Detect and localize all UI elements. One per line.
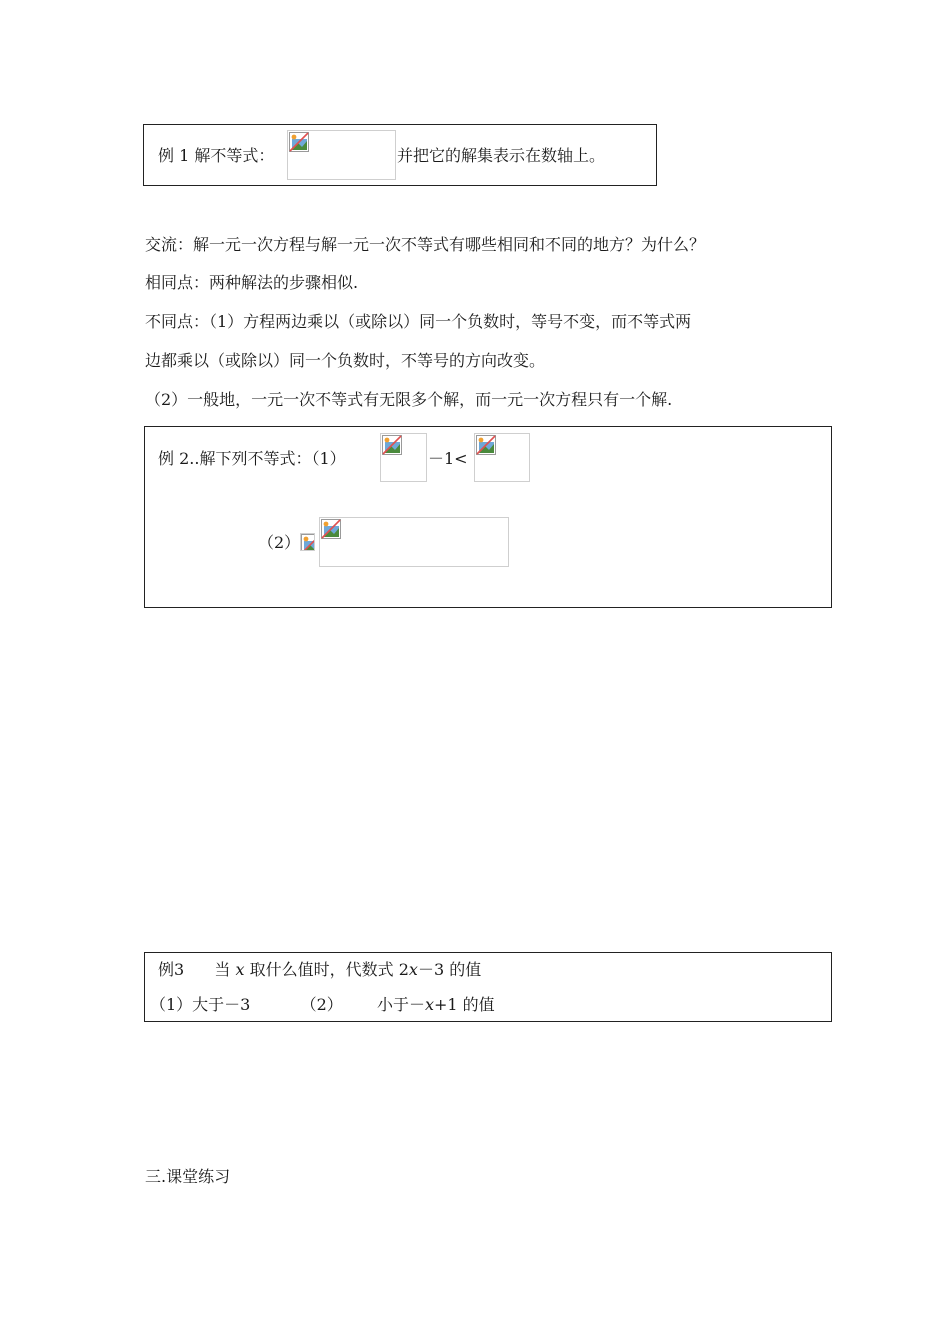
example2-formula-image-1	[380, 433, 427, 482]
broken-image-icon	[301, 534, 315, 551]
example3-parts	[150, 995, 495, 1015]
example3-question	[158, 960, 481, 980]
example3-part2-label: （2）	[300, 995, 343, 1014]
example3-label: 例3	[158, 960, 185, 979]
discussion-diff-2: （2）一般地，一元一次不等式有无限多个解，而一元一次方程只有一个解.	[145, 390, 673, 409]
example1-prefix: 例 1 解不等式：	[158, 146, 275, 165]
example3-part1: （1）大于－3	[150, 995, 251, 1014]
example2-prefix: 例 2..解下列不等式：（1）	[158, 449, 346, 468]
discussion-question: 交流：解一元一次方程与解一元一次不等式有哪些相同和不同的地方？为什么？	[145, 235, 706, 254]
example3-part2-var: x	[424, 995, 434, 1014]
example2-formula-image-4	[319, 517, 509, 567]
discussion-same: 相同点：两种解法的步骤相似.	[145, 273, 359, 292]
example3-var: x	[235, 960, 245, 979]
example3-part2-rest: +1 的值	[433, 995, 495, 1014]
example3-q-mid: 取什么值时，代数式	[249, 960, 394, 979]
example2-item2: （2）	[258, 533, 301, 552]
discussion-diff-1a: 不同点：（1）方程两边乘以（或除以）同一个负数时，等号不变，而不等式两	[145, 312, 692, 331]
example2-formula-image-3	[300, 533, 315, 551]
example3-expr-var: x	[408, 960, 418, 979]
example3-expr-num: 2	[398, 960, 409, 979]
broken-image-icon	[476, 435, 496, 455]
broken-image-icon	[289, 132, 309, 152]
example3-expr-rest: －3 的值	[417, 960, 482, 979]
example2-mid: －1<	[428, 449, 468, 468]
broken-image-icon	[382, 435, 402, 455]
example1-suffix: 并把它的解集表示在数轴上。	[397, 146, 606, 165]
broken-image-icon	[321, 519, 341, 539]
example3-q-pre: 当	[214, 960, 231, 979]
section3-title: 三.课堂练习	[145, 1167, 231, 1186]
example2-formula-image-2	[474, 433, 530, 482]
discussion-diff-1b: 边都乘以（或除以）同一个负数时，不等号的方向改变。	[145, 351, 546, 370]
example1-formula-image	[287, 130, 396, 180]
example3-part2-pre: 小于－	[376, 995, 425, 1014]
